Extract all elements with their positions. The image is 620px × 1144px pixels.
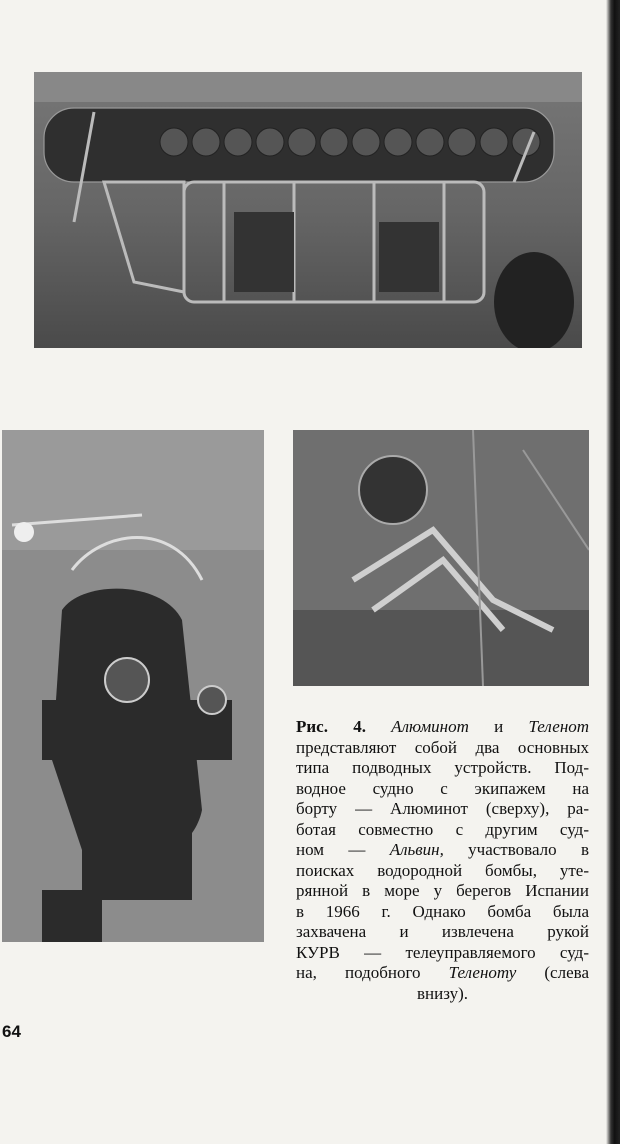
caption-line-4: водное судно с экипажем на (296, 778, 589, 798)
caption-text: (слева (516, 963, 589, 982)
caption-telenaut: Теленот (528, 717, 590, 736)
page-edge-shadow (606, 0, 620, 1144)
caption-text: участвовало в (443, 840, 589, 859)
caption-line-1 (296, 717, 589, 738)
figure-label: Рис. 4. (296, 717, 366, 736)
aluminaut-image (34, 72, 582, 348)
caption-line-14: внизу). (417, 983, 468, 1003)
telenaut-image (2, 430, 264, 942)
caption-line-9: рянной в море у берегов Испании (296, 881, 589, 900)
page-number: 64 (2, 1022, 21, 1041)
caption-telenotu: Теленоту (448, 963, 517, 982)
caption-line-5: борту — Алюминот (сверху), ра- (296, 799, 589, 818)
photo-aluminaut (34, 72, 582, 348)
caption-aluminaut: Алюминот (391, 717, 469, 736)
caption-text: ном — (296, 840, 390, 859)
figure-caption (296, 717, 589, 1004)
curv-image (293, 430, 589, 686)
caption-line-11: захвачена и извлечена рукой (296, 922, 589, 941)
caption-and: и (494, 717, 504, 736)
caption-line-13 (296, 963, 589, 984)
photo-curv (293, 430, 589, 686)
caption-line-6: ботая совместно с другим суд- (296, 819, 589, 839)
caption-line-2: представляют собой два основных (296, 737, 589, 757)
photo-telenaut (2, 430, 264, 942)
caption-line-12: КУРВ — телеуправляемого суд- (296, 942, 589, 962)
caption-line-7 (296, 840, 589, 861)
caption-line-3: типа подводных устройств. Под- (296, 758, 589, 777)
caption-line-8: поисках водородной бомбы, уте- (296, 860, 589, 880)
caption-line-10: в 1966 г. Однако бомба была (296, 901, 589, 921)
caption-text: на, подобного (296, 963, 449, 982)
caption-alvin: Альвин, (389, 840, 444, 859)
